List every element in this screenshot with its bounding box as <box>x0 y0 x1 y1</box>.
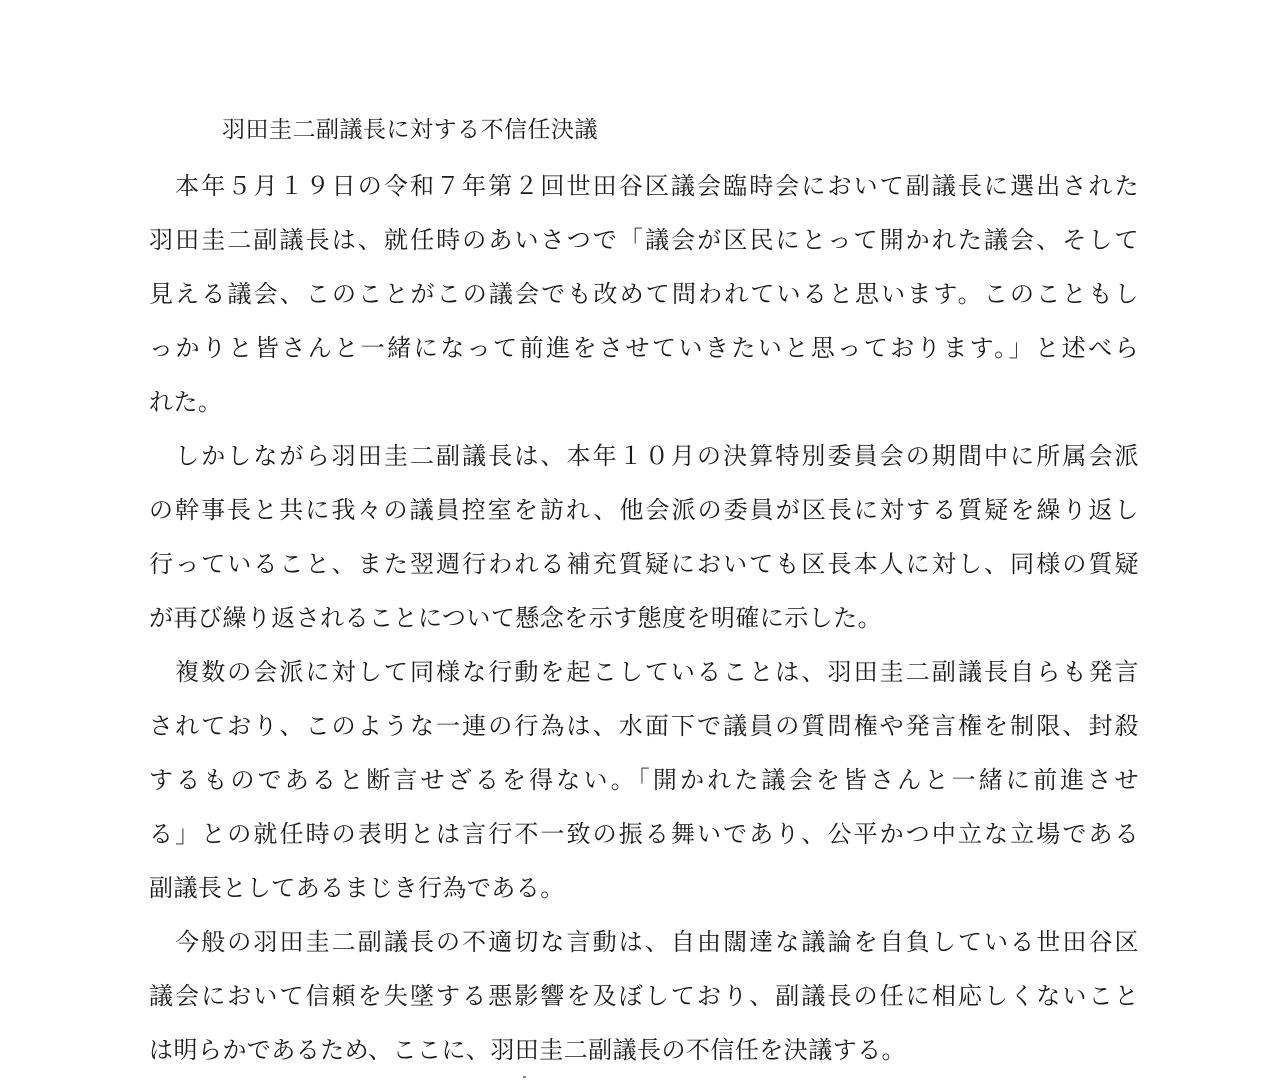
body-line: しかしながら羽田圭二副議長は、本年１０月の決算特別委員会の期間中に所属会派 <box>149 442 1139 470</box>
body-line: れた。 <box>149 388 223 416</box>
body-line: 複数の会派に対して同様な行動を起こしていることは、羽田圭二副議長自らも発言 <box>149 658 1139 686</box>
document-body <box>149 164 1139 1082</box>
body-line: 副議長としてあるまじき行為である。 <box>149 874 565 902</box>
body-line: の幹事長と共に我々の議員控室を訪れ、他会派の委員が区長に対する質疑を繰り返し <box>149 496 1139 524</box>
body-line: 今般の羽田圭二副議長の不適切な言動は、自由闊達な議論を自負している世田谷区 <box>149 928 1139 956</box>
body-line: 見える議会、このことがこの議会でも改めて問われていると思います。このこともし <box>149 280 1139 308</box>
body-line: 羽田圭二副議長は、就任時のあいさつで「議会が区民にとって開かれた議会、そして <box>149 226 1139 254</box>
body-line: は明らかであるため、ここに、羽田圭二副議長の不信任を決議する。 <box>149 1036 906 1064</box>
document-title: 羽田圭二副議長に対する不信任決議 <box>222 117 598 143</box>
body-line: が再び繰り返されることについて懸念を示す態度を明確に示した。 <box>149 604 883 632</box>
body-line: 本年５月１９日の令和７年第２回世田谷区議会臨時会において副議長に選出された <box>149 172 1139 200</box>
body-line: る」との就任時の表明とは言行不一致の振る舞いであり、公平かつ中立な立場である <box>149 820 1139 848</box>
body-line: されており、このような一連の行為は、水面下で議員の質問権や発言権を制限、封殺 <box>149 712 1139 740</box>
body-line: 議会において信頼を失墜する悪影響を及ぼしており、副議長の任に相応しくないこと <box>149 982 1139 1010</box>
body-line: っかりと皆さんと一緒になって前進をさせていきたいと思っております。」と述べら <box>149 334 1139 362</box>
scan-speck <box>523 1076 526 1078</box>
body-line: するものであると断言せざるを得ない。「開かれた議会を皆さんと一緒に前進させ <box>149 766 1139 794</box>
body-line: 行っていること、また翌週行われる補充質疑においても区長本人に対し、同様の質疑 <box>149 550 1139 578</box>
